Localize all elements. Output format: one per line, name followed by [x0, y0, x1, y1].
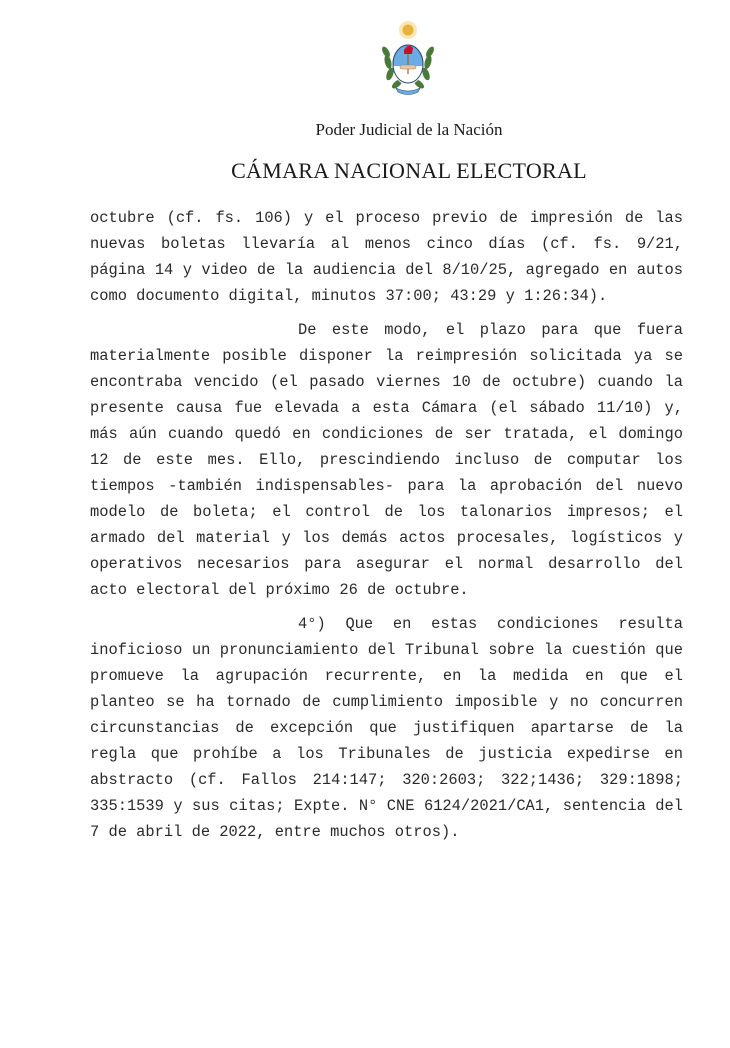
oval-shield	[393, 45, 423, 85]
paragraph-plazo: De este modo, el plazo para que fuera materialmente posible disponer la reimpresión solicitada ya se encontraba vencido (el pasado viernes 10 de octubre) cuando la presente causa fue elevada a esta Cámara (el sábado 11/10) y, más aún cuando quedó en condiciones de ser tratada, el domingo 12 de este mes. Ello, prescindiendo incluso de computar los tiempos -también indispensables- para la aprobación del nuevo modelo de boleta; el control de los talonarios impresos; el armado del material y los demás actos procesales, logísticos y operativos necesarios para asegurar el normal desarrollo del acto electoral del próximo 26 de octubre.	[90, 321, 683, 599]
coat-of-arms-seal	[380, 16, 436, 100]
paragraph-considerando-4: 4°) Que en estas condiciones resulta inoficioso un pronunciamiento del Tribunal sobre la cuestión que promueve la agrupación recurrente, en la medida en que el planteo se ha tornado de cumplimiento imposible y no concurren circunstancias de excepción que justifiquen apartarse de la regla que prohíbe a los Tribunales de justicia expedirse en abstracto (cf. Fallos 214:147; 320:2603; 322;1436; 329:1898; 335:1539 y sus citas; Expte. N° CNE 6124/2021/CA1, sentencia del 7 de abril de 2022, entre muchos otros).	[90, 615, 683, 841]
institution-heading: Poder Judicial de la Nación	[315, 120, 503, 139]
sun-rays	[399, 21, 417, 39]
ribbon	[396, 88, 420, 95]
chamber-heading: CÁMARA NACIONAL ELECTORAL	[231, 158, 587, 183]
paragraph-continuation: octubre (cf. fs. 106) y el proceso previo de impresión de las nuevas boletas llevaría al menos cinco días (cf. fs. 9/21, página 14 y video de la audiencia del 8/10/25, agregado en autos como documento digital, minutos 37:00; 43:29 y 1:26:34).	[90, 209, 683, 305]
document-body	[90, 205, 683, 853]
